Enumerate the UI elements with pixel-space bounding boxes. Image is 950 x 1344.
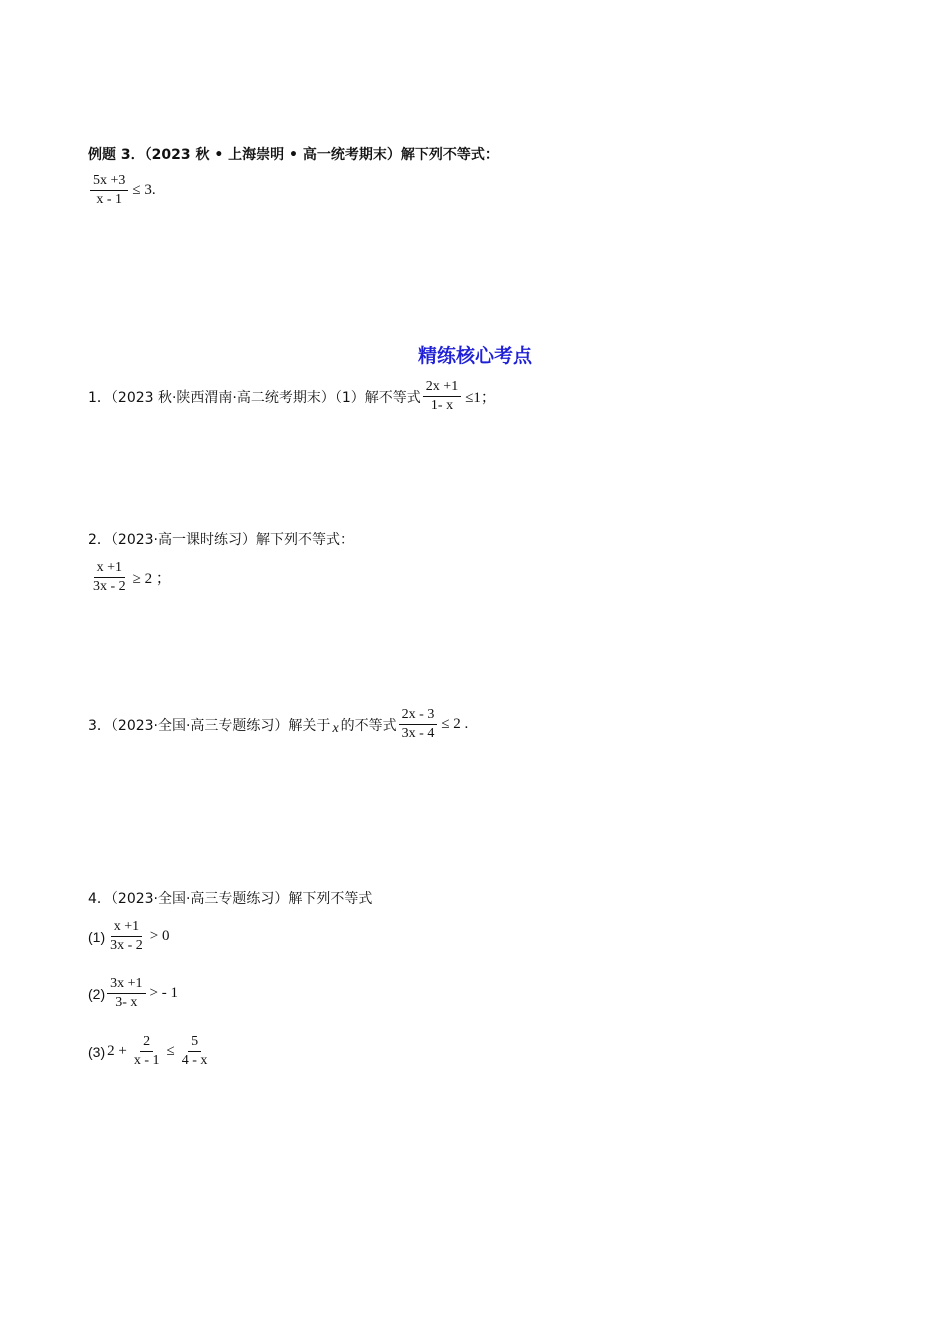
question-3-numerator: 2x - 3 xyxy=(399,706,438,725)
part-3-label: (3) xyxy=(88,1043,106,1060)
question-1-rhs: ≤1； xyxy=(465,390,496,406)
example-denominator: x - 1 xyxy=(96,192,123,207)
part-1-denominator: 3x - 2 xyxy=(110,938,143,953)
part-3-right-numerator: 5 xyxy=(188,1033,201,1052)
question-4-text: 4．（2023·全国·高三专题练习）解下列不等式 xyxy=(88,891,373,907)
question-2-numerator: x +1 xyxy=(94,559,125,578)
example-numerator: 5x +3 xyxy=(90,172,128,191)
part-2-label: (2) xyxy=(88,985,106,1002)
part-3-lhs: 2 + xyxy=(107,1043,127,1059)
question-2-header xyxy=(88,529,354,549)
question-3-text-mid: 的不等式 xyxy=(340,717,397,734)
question-3-variable: x xyxy=(332,720,339,736)
question-4-header xyxy=(88,888,372,908)
part-3-fraction-left xyxy=(131,1033,163,1070)
question-2-inequality xyxy=(88,559,173,596)
question-2-text: 2．（2023·高一课时练习）解下列不等式： xyxy=(88,532,354,548)
question-3-text: 3．（2023·全国·高三专题练习）解关于 xyxy=(88,717,331,734)
question-1-numerator: 2x +1 xyxy=(423,378,461,397)
question-3-rhs: ≤ 2 . xyxy=(441,716,469,732)
example-fraction xyxy=(90,172,128,209)
question-2-rhs: ≥ 2 ； xyxy=(132,571,171,587)
question-1-fraction xyxy=(423,378,461,415)
part-2-denominator: 3- x xyxy=(115,995,138,1010)
question-4-part-2 xyxy=(88,975,180,1012)
part-1-label: (1) xyxy=(88,928,106,945)
question-1 xyxy=(88,378,498,415)
question-2-denominator: 3x - 2 xyxy=(93,579,126,594)
part-3-right-denominator: 4 - x xyxy=(181,1053,208,1068)
part-2-rhs: > - 1 xyxy=(149,985,178,1001)
part-1-rhs: > 0 xyxy=(149,928,170,944)
section-title: 精练核心考点 xyxy=(417,345,532,367)
example-rhs: ≤ 3. xyxy=(132,182,156,198)
question-3-fraction xyxy=(399,706,438,743)
part-1-numerator: x +1 xyxy=(111,918,142,937)
part-3-left-denominator: x - 1 xyxy=(133,1053,160,1068)
part-3-fraction-right xyxy=(179,1033,211,1070)
part-1-fraction xyxy=(107,918,146,955)
question-3-denominator: 3x - 4 xyxy=(401,726,435,741)
part-3-operator: ≤ xyxy=(166,1043,175,1059)
part-2-numerator: 3x +1 xyxy=(107,975,145,994)
question-3 xyxy=(88,706,470,743)
example-header-text: 例题 3．（2023 秋 • 上海崇明 • 高一统考期末）解下列不等式： xyxy=(88,147,499,163)
example-header xyxy=(88,144,499,164)
part-2-fraction xyxy=(107,975,145,1012)
question-1-text: 1．（2023 秋·陕西渭南·高二统考期末）（1）解不等式 xyxy=(88,389,421,406)
example-inequality xyxy=(88,172,158,209)
part-3-left-numerator: 2 xyxy=(140,1033,153,1052)
question-2-fraction xyxy=(90,559,129,596)
question-1-denominator: 1- x xyxy=(430,398,454,413)
question-4-part-3 xyxy=(88,1033,212,1070)
question-4-part-1 xyxy=(88,918,172,955)
